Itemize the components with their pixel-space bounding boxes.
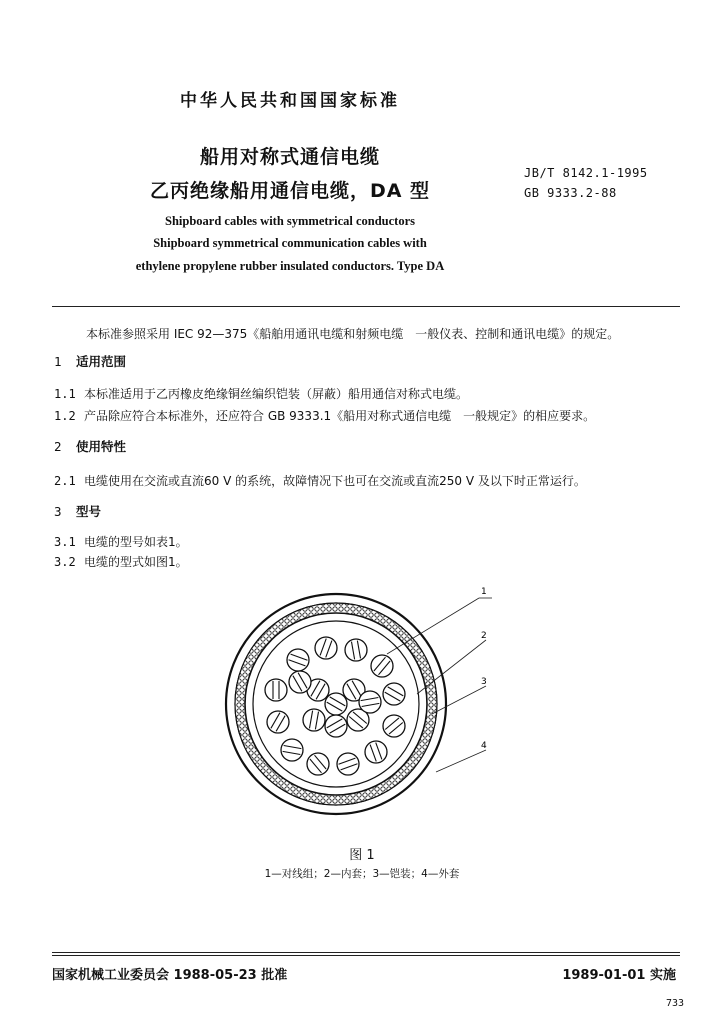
clause-item xyxy=(54,385,468,402)
implementation-date: 1989-01-01 实施 xyxy=(562,968,676,983)
footer-divider xyxy=(52,952,680,953)
section-heading xyxy=(54,502,101,520)
clause-item xyxy=(54,472,586,489)
clause-number: 3.2 xyxy=(54,555,76,569)
clause-item xyxy=(54,533,188,550)
section-number: 3 xyxy=(54,504,62,519)
conductor-pair xyxy=(345,639,367,661)
standard-number-primary: JB/T 8142.1-1995 xyxy=(524,166,648,180)
conductor-pair xyxy=(303,709,325,731)
figure-label-4: 4 xyxy=(481,741,487,751)
conductor-pair xyxy=(383,683,405,705)
conductor-pair xyxy=(289,671,311,693)
clause-text: 电缆使用在交流或直流60 V 的系统，故障情况下也可在交流或直流250 V 及以下时正常运行。 xyxy=(84,474,586,488)
clause-item xyxy=(54,407,595,424)
clause-text: 本标准适用于乙丙橡皮绝缘铜丝编织铠装（屏蔽）船用通信对称式电缆。 xyxy=(84,387,469,401)
clause-item xyxy=(54,553,188,570)
figure-label-1: 1 xyxy=(481,587,487,597)
english-title-line3: ethylene propylene rubber insulated conductors. Type DA xyxy=(135,259,445,273)
conductor-pair xyxy=(307,753,329,775)
english-title-line2: Shipboard symmetrical communication cables with xyxy=(153,236,427,250)
clause-text: 产品除应符合本标准外，还应符合 GB 9333.1《船用对称式通信电缆 一般规定》的相应要求。 xyxy=(84,409,596,423)
conductor-pair xyxy=(371,655,393,677)
section-number: 1 xyxy=(54,354,62,369)
clause-number: 2.1 xyxy=(54,474,76,488)
figure-label-3: 3 xyxy=(481,677,487,687)
figure-caption: 图 1 xyxy=(349,848,375,863)
conductor-pair xyxy=(325,693,347,715)
figure-label-2: 2 xyxy=(481,631,487,641)
leader-line-4 xyxy=(436,750,486,772)
section-heading xyxy=(54,437,126,455)
clause-number: 1.1 xyxy=(54,387,76,401)
section-title: 适用范围 xyxy=(76,354,127,369)
footer-divider-thin xyxy=(52,955,680,956)
conductor-pair xyxy=(281,739,303,761)
section-title: 型号 xyxy=(76,504,102,519)
clause-number: 3.1 xyxy=(54,535,76,549)
conductor-pair xyxy=(359,691,381,713)
figure-legend: 1—对线组；2—内套；3—铠装；4—外套 xyxy=(264,868,460,880)
standard-header: 中华人民共和国国家标准 xyxy=(180,91,400,111)
clause-text: 电缆的型号如表1。 xyxy=(84,535,188,549)
standard-number-secondary: GB 9333.2-88 xyxy=(524,186,617,200)
page-number: 733 xyxy=(665,998,684,1009)
conductor-pair xyxy=(325,715,347,737)
conductor-pair xyxy=(383,715,405,737)
intro-paragraph: 本标准参照采用 IEC 92—375《船舶用通讯电缆和射频电缆 一般仪表、控制和通讯电缆》的规定。 xyxy=(86,327,620,341)
section-heading xyxy=(54,352,126,370)
conductor-pair xyxy=(265,679,287,701)
approval-date: 国家机械工业委员会 1988-05-23 批准 xyxy=(52,968,288,983)
header-divider xyxy=(52,306,680,307)
section-number: 2 xyxy=(54,439,62,454)
clause-text: 电缆的型式如图1。 xyxy=(84,555,188,569)
document-title-line2: 乙丙绝缘船用通信电缆，DA 型 xyxy=(149,180,431,202)
conductor-pair xyxy=(267,711,289,733)
clause-number: 1.2 xyxy=(54,409,76,423)
cable-cross-section-figure xyxy=(224,582,504,840)
section-title: 使用特性 xyxy=(76,439,127,454)
document-title-line1: 船用对称式通信电缆 xyxy=(199,146,380,168)
english-title-line1: Shipboard cables with symmetrical conductors xyxy=(165,214,415,228)
